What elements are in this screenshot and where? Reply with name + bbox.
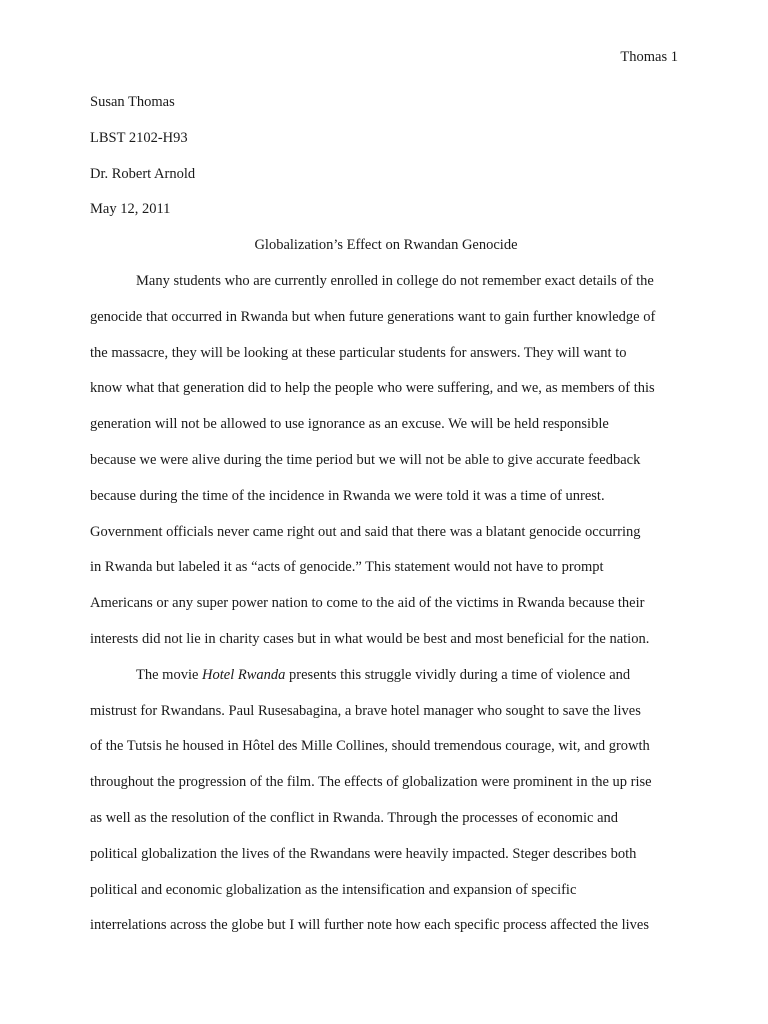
paragraph-line: political and economic globalization as the intensification and expansion of specific [90, 881, 577, 898]
document-date: May 12, 2011 [90, 201, 171, 218]
paragraph-line: of the Tutsis he housed in Hôtel des Mille Collines, should tremendous courage, wit, and growth [90, 738, 650, 755]
paragraph-line: Many students who are currently enrolled in college do not remember exact details of the [136, 272, 654, 289]
paragraph-text: The movie [136, 666, 203, 683]
paragraph-line: throughout the progression of the film. The effects of globalization were prominent in the up rise [90, 774, 652, 791]
paragraph-line: because during the time of the incidence in Rwanda we were told it was a time of unrest. [90, 487, 605, 504]
paragraph-line: know what that generation did to help the people who were suffering, and we, as members of this [90, 380, 655, 397]
document-body [90, 93, 682, 952]
author-name: Susan Thomas [90, 94, 175, 110]
paragraph-line: because we were alive during the time period but we will not be able to give accurate feedback [90, 451, 641, 468]
document-title: Globalization’s Effect on Rwandan Genocide [254, 237, 518, 254]
paragraph-line: interests did not lie in charity cases but in what would be best and most beneficial for the nation. [90, 630, 650, 647]
paragraph-line: interrelations across the globe but I will further note how each specific process affected the lives [90, 917, 649, 934]
paragraph-line: Americans or any super power nation to come to the aid of the victims in Rwanda because their [90, 595, 645, 612]
paragraph-line: political globalization the lives of the Rwandans were heavily impacted. Steger describes both [90, 845, 637, 862]
paragraph-line [90, 666, 682, 702]
paragraph-text: presents this struggle vividly during a time of violence and [285, 666, 631, 683]
paragraph-line: the massacre, they will be looking at these particular students for answers. They will want to [90, 344, 627, 361]
paragraph-2 [90, 666, 682, 952]
paragraph-line: mistrust for Rwandans. Paul Rusesabagina, a brave hotel manager who sought to save the lives [90, 702, 641, 719]
course-code: LBST 2102-H93 [90, 129, 188, 146]
paragraph-line: Government officials never came right out and said that there was a blatant genocide occurring [90, 523, 641, 540]
paragraph-line: generation will not be allowed to use ignorance as an excuse. We will be held responsible [90, 416, 609, 433]
running-head: Thomas 1 [620, 49, 678, 65]
paragraph-line: as well as the resolution of the conflict in Rwanda. Through the processes of economic and [90, 809, 619, 826]
paragraph-line: in Rwanda but labeled it as “acts of genocide.” This statement would not have to prompt [90, 559, 604, 576]
paragraph-line: genocide that occurred in Rwanda but when future generations want to gain further knowledge of [90, 308, 656, 325]
paragraph-1 [90, 272, 682, 666]
film-title: Hotel Rwanda [202, 666, 286, 683]
instructor-name: Dr. Robert Arnold [90, 165, 196, 182]
